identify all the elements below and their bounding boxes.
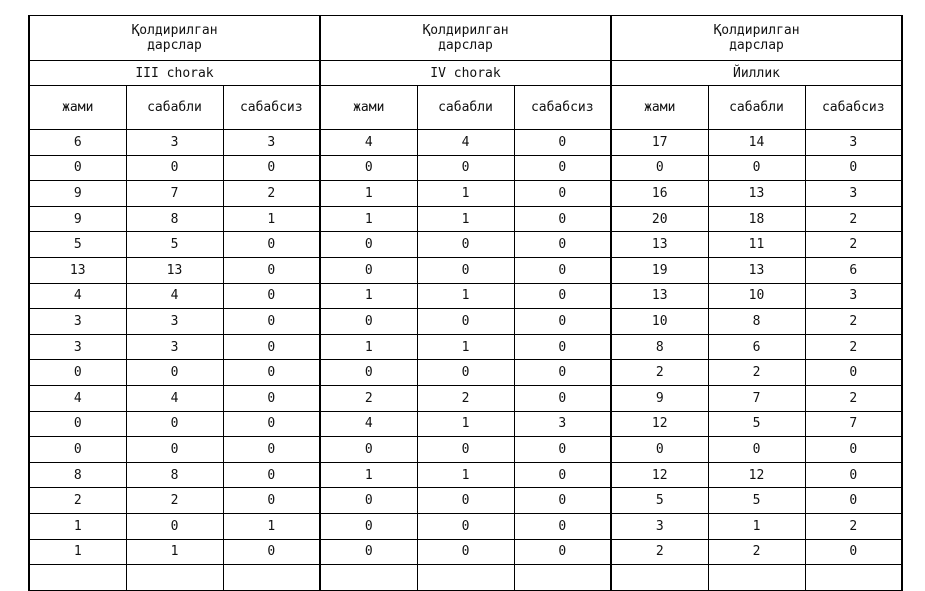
cell-total-annual: 0 [611, 155, 708, 181]
header-row-title [29, 16, 902, 61]
cell-total-q3: 1 [29, 539, 126, 565]
cell-excused-q4: 0 [417, 360, 514, 386]
group-title-q4-line1: Қолдирилган [422, 23, 509, 38]
cell-unexcused-q3: 0 [223, 462, 320, 488]
group-title-annual-line2: дарслар [729, 38, 784, 53]
cell-excused-q4: 0 [417, 437, 514, 463]
table-row [29, 385, 902, 411]
cell-excused-annual: 13 [708, 181, 805, 207]
table-row [29, 309, 902, 335]
cell-unexcused-q3: 0 [223, 283, 320, 309]
cell-total-annual: 5 [611, 488, 708, 514]
cell-excused-annual: 18 [708, 206, 805, 232]
cell-excused-q3: 3 [126, 130, 223, 156]
table-row [29, 360, 902, 386]
group-title-q3 [29, 16, 320, 61]
cell-unexcused-q3: 3 [223, 130, 320, 156]
table-row [29, 155, 902, 181]
cell-unexcused-q3: 0 [223, 232, 320, 258]
absences-table [28, 15, 903, 591]
period-q4: IV chorak [320, 61, 611, 86]
cell-unexcused-q3: 0 [223, 488, 320, 514]
cell-total-annual: 17 [611, 130, 708, 156]
cell-unexcused-annual: 7 [805, 411, 902, 437]
cell-total-q4: 1 [320, 283, 417, 309]
table-row [29, 181, 902, 207]
period-annual: Йиллик [611, 61, 902, 86]
cell-unexcused-annual: 3 [805, 283, 902, 309]
cell-unexcused-q3: 2 [223, 181, 320, 207]
cell-total-annual: 3 [611, 513, 708, 539]
cell-total-q3: 0 [29, 155, 126, 181]
cell-excused-annual: 13 [708, 257, 805, 283]
cell-unexcused-q3: 0 [223, 309, 320, 335]
cell-unexcused-q3: 0 [223, 360, 320, 386]
cell-unexcused-q4: 0 [514, 334, 611, 360]
cell-unexcused-annual: 2 [805, 334, 902, 360]
cell-total-annual [611, 565, 708, 591]
cell-unexcused-q4: 0 [514, 257, 611, 283]
table-row [29, 130, 902, 156]
cell-unexcused-q4: 0 [514, 283, 611, 309]
cell-excused-q3: 8 [126, 462, 223, 488]
cell-unexcused-q4: 0 [514, 385, 611, 411]
cell-total-annual: 16 [611, 181, 708, 207]
cell-excused-annual: 5 [708, 411, 805, 437]
cell-unexcused-q3: 0 [223, 155, 320, 181]
table-row [29, 488, 902, 514]
cell-total-q4: 0 [320, 539, 417, 565]
cell-total-q4: 0 [320, 155, 417, 181]
cell-total-q4: 1 [320, 334, 417, 360]
table-row [29, 334, 902, 360]
cell-total-q3: 3 [29, 334, 126, 360]
cell-unexcused-q3: 1 [223, 206, 320, 232]
col-header-total-q4: жами [320, 86, 417, 130]
cell-total-q3 [29, 565, 126, 591]
group-title-q4-line2: дарслар [438, 38, 493, 53]
cell-excused-annual: 1 [708, 513, 805, 539]
cell-unexcused-q3: 0 [223, 437, 320, 463]
cell-excused-annual: 6 [708, 334, 805, 360]
cell-unexcused-q4 [514, 565, 611, 591]
cell-excused-q3: 13 [126, 257, 223, 283]
cell-unexcused-q3: 1 [223, 513, 320, 539]
cell-unexcused-q4: 0 [514, 513, 611, 539]
group-title-q3-line2: дарслар [147, 38, 202, 53]
cell-unexcused-q3: 0 [223, 539, 320, 565]
group-title-annual-line1: Қолдирилган [713, 23, 800, 38]
cell-total-q4: 0 [320, 513, 417, 539]
cell-total-q4: 0 [320, 360, 417, 386]
cell-unexcused-q4: 0 [514, 206, 611, 232]
cell-total-q3: 6 [29, 130, 126, 156]
cell-total-q3: 4 [29, 283, 126, 309]
cell-excused-q3: 0 [126, 437, 223, 463]
cell-total-q4: 0 [320, 488, 417, 514]
cell-excused-q3: 5 [126, 232, 223, 258]
cell-excused-q3: 3 [126, 334, 223, 360]
cell-excused-annual: 2 [708, 539, 805, 565]
cell-total-q4: 2 [320, 385, 417, 411]
cell-unexcused-q4: 3 [514, 411, 611, 437]
cell-excused-annual: 10 [708, 283, 805, 309]
cell-unexcused-q4: 0 [514, 232, 611, 258]
cell-unexcused-annual: 0 [805, 462, 902, 488]
cell-total-annual: 8 [611, 334, 708, 360]
col-header-excused-q4: сабабли [417, 86, 514, 130]
cell-excused-q4: 2 [417, 385, 514, 411]
cell-excused-q4: 0 [417, 309, 514, 335]
cell-unexcused-q4: 0 [514, 360, 611, 386]
cell-unexcused-annual: 3 [805, 181, 902, 207]
cell-total-annual: 13 [611, 283, 708, 309]
period-q3: III chorak [29, 61, 320, 86]
cell-unexcused-annual: 0 [805, 437, 902, 463]
cell-total-q3: 13 [29, 257, 126, 283]
cell-unexcused-annual: 0 [805, 539, 902, 565]
cell-total-q4: 1 [320, 462, 417, 488]
cell-excused-annual: 11 [708, 232, 805, 258]
cell-unexcused-annual: 0 [805, 488, 902, 514]
cell-total-q3: 0 [29, 437, 126, 463]
cell-excused-q3: 2 [126, 488, 223, 514]
cell-total-annual: 2 [611, 539, 708, 565]
cell-excused-q3: 0 [126, 513, 223, 539]
cell-total-annual: 2 [611, 360, 708, 386]
cell-excused-q3: 0 [126, 155, 223, 181]
cell-excused-q4: 0 [417, 539, 514, 565]
cell-total-annual: 12 [611, 462, 708, 488]
cell-total-annual: 19 [611, 257, 708, 283]
cell-total-q4: 1 [320, 181, 417, 207]
cell-unexcused-q4: 0 [514, 488, 611, 514]
cell-total-q4: 4 [320, 411, 417, 437]
header-row-period [29, 61, 902, 86]
cell-total-q3: 4 [29, 385, 126, 411]
group-title-annual [611, 16, 902, 61]
table-row [29, 411, 902, 437]
cell-total-q3: 8 [29, 462, 126, 488]
col-header-excused-annual: сабабли [708, 86, 805, 130]
cell-unexcused-annual: 0 [805, 155, 902, 181]
cell-unexcused-q3: 0 [223, 334, 320, 360]
cell-total-q3: 2 [29, 488, 126, 514]
cell-total-q3: 0 [29, 360, 126, 386]
cell-total-q3: 1 [29, 513, 126, 539]
cell-total-annual: 20 [611, 206, 708, 232]
cell-unexcused-annual: 2 [805, 513, 902, 539]
group-title-q3-line1: Қолдирилган [131, 23, 218, 38]
col-header-unexcused-annual: сабабсиз [805, 86, 902, 130]
cell-unexcused-q4: 0 [514, 155, 611, 181]
cell-unexcused-q4: 0 [514, 130, 611, 156]
cell-unexcused-q4: 0 [514, 181, 611, 207]
cell-excused-q3 [126, 565, 223, 591]
cell-excused-q4: 0 [417, 488, 514, 514]
cell-excused-q4: 1 [417, 411, 514, 437]
table-row [29, 257, 902, 283]
cell-unexcused-q3: 0 [223, 411, 320, 437]
cell-total-q3: 0 [29, 411, 126, 437]
cell-excused-annual: 0 [708, 155, 805, 181]
cell-excused-q4: 0 [417, 232, 514, 258]
cell-excused-annual: 7 [708, 385, 805, 411]
cell-excused-q4: 0 [417, 513, 514, 539]
cell-total-q4: 0 [320, 257, 417, 283]
cell-excused-q4: 4 [417, 130, 514, 156]
cell-unexcused-annual: 2 [805, 232, 902, 258]
cell-total-q4: 0 [320, 437, 417, 463]
cell-excused-q4: 1 [417, 462, 514, 488]
table-row [29, 232, 902, 258]
cell-unexcused-q4: 0 [514, 309, 611, 335]
cell-unexcused-q3: 0 [223, 385, 320, 411]
cell-unexcused-q4: 0 [514, 462, 611, 488]
cell-unexcused-q4: 0 [514, 437, 611, 463]
cell-total-q4: 0 [320, 309, 417, 335]
cell-excused-annual: 8 [708, 309, 805, 335]
cell-total-annual: 0 [611, 437, 708, 463]
table-row [29, 462, 902, 488]
cell-excused-annual: 2 [708, 360, 805, 386]
cell-unexcused-q3: 0 [223, 257, 320, 283]
col-header-unexcused-q4: сабабсиз [514, 86, 611, 130]
cell-excused-annual: 5 [708, 488, 805, 514]
table-row [29, 539, 902, 565]
cell-excused-q4: 0 [417, 257, 514, 283]
cell-total-annual: 10 [611, 309, 708, 335]
cell-total-q4: 1 [320, 206, 417, 232]
cell-excused-q3: 0 [126, 360, 223, 386]
cell-excused-q4: 1 [417, 283, 514, 309]
table-row [29, 283, 902, 309]
cell-unexcused-annual: 2 [805, 206, 902, 232]
cell-unexcused-q3 [223, 565, 320, 591]
table-row [29, 437, 902, 463]
group-title-q4 [320, 16, 611, 61]
cell-total-q4: 0 [320, 232, 417, 258]
cell-excused-q4 [417, 565, 514, 591]
col-header-unexcused-q3: сабабсиз [223, 86, 320, 130]
cell-excused-q3: 1 [126, 539, 223, 565]
cell-total-q3: 3 [29, 309, 126, 335]
cell-unexcused-annual: 3 [805, 130, 902, 156]
cell-excused-q3: 4 [126, 283, 223, 309]
table-row [29, 513, 902, 539]
cell-total-annual: 12 [611, 411, 708, 437]
cell-unexcused-q4: 0 [514, 539, 611, 565]
cell-excused-q3: 3 [126, 309, 223, 335]
cell-excused-q3: 8 [126, 206, 223, 232]
cell-excused-q4: 0 [417, 155, 514, 181]
cell-total-q4 [320, 565, 417, 591]
cell-total-annual: 9 [611, 385, 708, 411]
cell-total-q3: 9 [29, 181, 126, 207]
cell-excused-annual [708, 565, 805, 591]
cell-unexcused-annual [805, 565, 902, 591]
header-row-columns [29, 86, 902, 130]
cell-unexcused-annual: 0 [805, 360, 902, 386]
cell-excused-annual: 12 [708, 462, 805, 488]
col-header-excused-q3: сабабли [126, 86, 223, 130]
cell-total-annual: 13 [611, 232, 708, 258]
cell-excused-q3: 7 [126, 181, 223, 207]
cell-excused-q4: 1 [417, 334, 514, 360]
cell-total-q3: 5 [29, 232, 126, 258]
cell-excused-annual: 0 [708, 437, 805, 463]
cell-unexcused-annual: 6 [805, 257, 902, 283]
cell-excused-q3: 4 [126, 385, 223, 411]
table-row [29, 565, 902, 591]
cell-unexcused-annual: 2 [805, 309, 902, 335]
cell-excused-q3: 0 [126, 411, 223, 437]
table-row [29, 206, 902, 232]
cell-excused-annual: 14 [708, 130, 805, 156]
cell-excused-q4: 1 [417, 206, 514, 232]
col-header-total-q3: жами [29, 86, 126, 130]
cell-total-q4: 4 [320, 130, 417, 156]
cell-unexcused-annual: 2 [805, 385, 902, 411]
cell-total-q3: 9 [29, 206, 126, 232]
col-header-total-annual: жами [611, 86, 708, 130]
cell-excused-q4: 1 [417, 181, 514, 207]
